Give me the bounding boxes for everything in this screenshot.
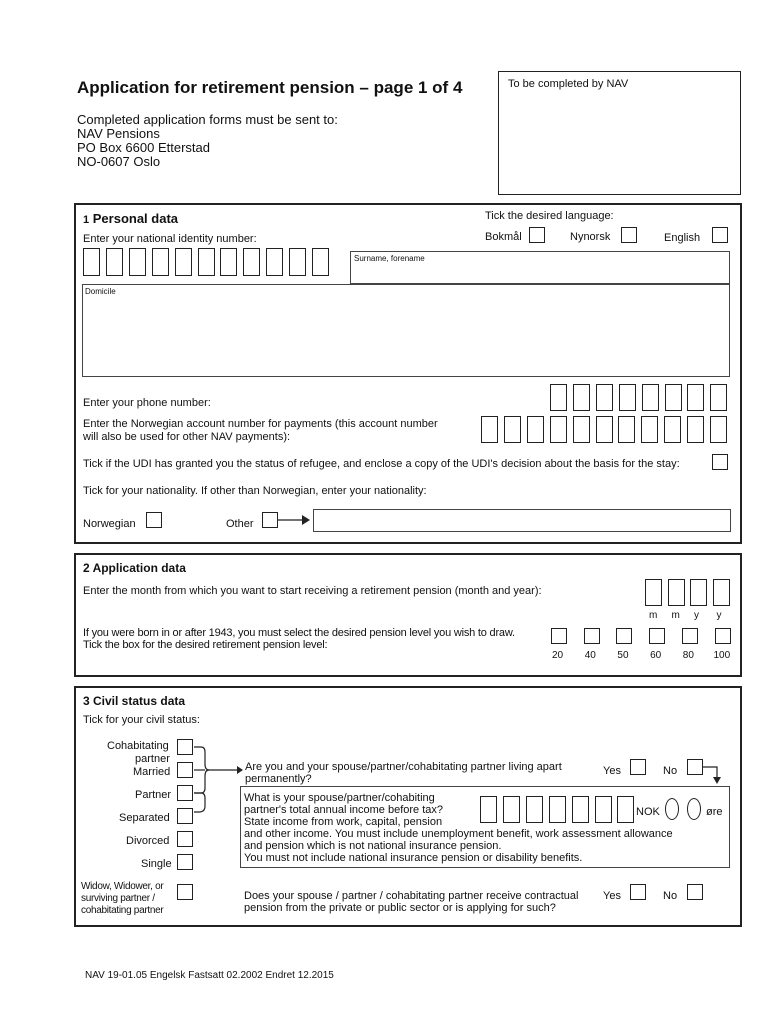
domicile-field[interactable] <box>82 284 730 377</box>
id-digit-4[interactable] <box>152 248 169 276</box>
status-married-checkbox[interactable] <box>177 762 193 778</box>
nat-norwegian-checkbox[interactable] <box>146 512 162 528</box>
refugee-prompt: Tick if the UDI has granted you the status of refugee, and enclose a copy of the UDI's decision about the basis for the stay: <box>83 458 680 470</box>
lang-nynorsk-label: Nynorsk <box>570 231 611 243</box>
income-question-1: What is your spouse/partner/cohabiting <box>244 792 435 804</box>
page-title: Application for retirement pension – page 1 of 4 <box>77 78 463 97</box>
id-digit-6[interactable] <box>198 248 215 276</box>
income-digit-5[interactable] <box>572 796 589 823</box>
phone-digit-4[interactable] <box>619 384 636 411</box>
income-digit-2[interactable] <box>503 796 520 823</box>
lang-bokmal-checkbox[interactable] <box>529 227 545 243</box>
account-digit-1[interactable] <box>481 416 498 443</box>
apart-yes-label: Yes <box>603 765 621 777</box>
status-widow-label-3: cohabitating partner <box>81 905 164 916</box>
level-60-label: 60 <box>650 650 662 661</box>
account-digit-9[interactable] <box>664 416 681 443</box>
section1-title-text: Personal data <box>92 211 179 226</box>
account-digit-11[interactable] <box>710 416 727 443</box>
pension-no-checkbox[interactable] <box>687 884 703 900</box>
level-40-label: 40 <box>584 650 596 661</box>
status-single-label: Single <box>141 858 172 870</box>
status-single-checkbox[interactable] <box>177 854 193 870</box>
date-digit-1[interactable] <box>645 579 662 606</box>
pension-question-1: Does your spouse / partner / cohabitating partner receive contractual <box>244 890 579 902</box>
currency-ore-label: øre <box>706 806 723 818</box>
status-widow-label-2: surviving partner / <box>81 893 155 904</box>
lang-english-checkbox[interactable] <box>712 227 728 243</box>
level-50-label: 50 <box>617 650 629 661</box>
id-digit-5[interactable] <box>175 248 192 276</box>
status-cohabitating-label-2: partner <box>135 753 170 765</box>
income-question-3: State income from work, capital, pension <box>244 816 443 828</box>
account-digit-6[interactable] <box>596 416 613 443</box>
arrow-right-icon <box>278 513 310 527</box>
lang-nynorsk-checkbox[interactable] <box>621 227 637 243</box>
status-partner-label: Partner <box>135 789 172 801</box>
id-digit-3[interactable] <box>129 248 146 276</box>
date-sub-label: y <box>694 610 699 621</box>
level-20-label: 20 <box>552 650 564 661</box>
account-prompt-1: Enter the Norwegian account number for payments (this account number <box>83 418 438 430</box>
phone-prompt: Enter your phone number: <box>83 397 211 409</box>
section3-title: 3 Civil status data <box>83 694 186 708</box>
status-partner-checkbox[interactable] <box>177 785 193 801</box>
level-80-checkbox[interactable] <box>682 628 698 644</box>
status-cohabitating-label-1: Cohabitating <box>107 740 169 752</box>
lang-bokmal-label: Bokmål <box>485 231 522 243</box>
id-digit-10[interactable] <box>289 248 306 276</box>
level-100-label: 100 <box>713 650 731 661</box>
status-divorced-label: Divorced <box>126 835 170 847</box>
nationality-prompt: Tick for your nationality. If other than Norwegian, enter your nationality: <box>83 485 427 497</box>
apart-question-1: Are you and your spouse/partner/cohabitating partner living apart <box>245 761 562 773</box>
account-digit-5[interactable] <box>573 416 590 443</box>
income-question-2: partner's total annual income before tax? <box>244 804 443 816</box>
level-prompt-1: If you were born in or after 1943, you must select the desired pension level you wish to draw. <box>83 627 515 639</box>
account-digit-3[interactable] <box>527 416 544 443</box>
apart-yes-checkbox[interactable] <box>630 759 646 775</box>
ore-digit-1[interactable] <box>665 798 679 820</box>
date-sub-label: m <box>649 610 658 621</box>
income-digit-1[interactable] <box>480 796 497 823</box>
level-prompt-2: Tick the box for the desired retirement pension level: <box>83 639 328 651</box>
account-prompt-2: will also be used for other NAV payments): <box>83 431 291 443</box>
pension-yes-checkbox[interactable] <box>630 884 646 900</box>
level-80-label: 80 <box>682 650 694 661</box>
form-code: NAV 19-01.05 Engelsk Fastsatt 02.2002 Endret 12.2015 <box>85 970 334 981</box>
level-20-checkbox[interactable] <box>551 628 567 644</box>
address-line-2: PO Box 6600 Etterstad <box>77 140 210 155</box>
id-digit-11[interactable] <box>312 248 329 276</box>
nat-norwegian-label: Norwegian <box>83 518 136 530</box>
nav-box-label: To be completed by NAV <box>508 78 629 90</box>
income-digit-4[interactable] <box>549 796 566 823</box>
status-divorced-checkbox[interactable] <box>177 831 193 847</box>
pension-yes-label: Yes <box>603 890 621 902</box>
refugee-checkbox[interactable] <box>712 454 728 470</box>
phone-digit-8[interactable] <box>710 384 727 411</box>
date-digit-3[interactable] <box>690 579 707 606</box>
section1-title <box>83 211 178 228</box>
account-digit-10[interactable] <box>687 416 704 443</box>
date-digit-4[interactable] <box>713 579 730 606</box>
status-cohabitating-checkbox[interactable] <box>177 739 193 755</box>
pension-no-label: No <box>663 890 678 902</box>
section1-number: 1 <box>83 214 90 226</box>
currency-nok-label: NOK <box>636 806 660 818</box>
status-separated-label: Separated <box>119 812 170 824</box>
date-sub-label: y <box>716 610 722 621</box>
id-digit-9[interactable] <box>266 248 283 276</box>
address-intro: Completed application forms must be sent to: <box>77 112 338 127</box>
id-digit-7[interactable] <box>220 248 237 276</box>
surname-label: Surname, forename <box>354 254 425 263</box>
account-digit-2[interactable] <box>504 416 521 443</box>
address-line-3: NO-0607 Oslo <box>77 154 161 169</box>
income-digit-7[interactable] <box>617 796 634 823</box>
ore-digit-2[interactable] <box>687 798 701 820</box>
account-digit-7[interactable] <box>618 416 635 443</box>
date-sub-label: m <box>671 610 680 621</box>
level-60-checkbox[interactable] <box>649 628 665 644</box>
status-separated-checkbox[interactable] <box>177 808 193 824</box>
phone-digit-5[interactable] <box>642 384 659 411</box>
phone-digit-7[interactable] <box>687 384 704 411</box>
level-40-checkbox[interactable] <box>584 628 600 644</box>
income-question-6: You must not include national insurance pension or disability benefits. <box>244 852 583 864</box>
apart-no-checkbox[interactable] <box>687 759 703 775</box>
phone-digit-1[interactable] <box>550 384 567 411</box>
income-question-4: and other income. You must include unemployment benefit, work assessment allowance <box>244 828 673 840</box>
id-digit-2[interactable] <box>106 248 123 276</box>
phone-digit-6[interactable] <box>665 384 682 411</box>
id-digit-8[interactable] <box>243 248 260 276</box>
civil-status-prompt: Tick for your civil status: <box>83 714 200 726</box>
domicile-label: Domicile <box>85 287 116 296</box>
apart-question-2: permanently? <box>245 773 312 785</box>
income-digit-6[interactable] <box>595 796 612 823</box>
phone-digit-3[interactable] <box>596 384 613 411</box>
account-digit-8[interactable] <box>641 416 658 443</box>
level-50-checkbox[interactable] <box>616 628 632 644</box>
income-question-5: and pension which is not national insurance pension. <box>244 840 502 852</box>
id-prompt: Enter your national identity number: <box>83 233 257 245</box>
arrow-down-icon <box>703 762 723 784</box>
status-married-label: Married <box>133 766 171 778</box>
status-widow-label-1: Widow, Widower, or <box>81 881 164 892</box>
account-digit-4[interactable] <box>550 416 567 443</box>
pension-question-2: pension from the private or public sector or is applying for such? <box>244 902 556 914</box>
income-digit-3[interactable] <box>526 796 543 823</box>
level-100-checkbox[interactable] <box>715 628 731 644</box>
phone-digit-2[interactable] <box>573 384 590 411</box>
nat-other-checkbox[interactable] <box>262 512 278 528</box>
nationality-field[interactable] <box>313 509 731 532</box>
address-line-1: NAV Pensions <box>77 126 160 141</box>
month-prompt: Enter the month from which you want to start receiving a retirement pension (month and year): <box>83 585 542 597</box>
lang-english-label: English <box>664 232 701 244</box>
language-prompt: Tick the desired language: <box>485 210 614 222</box>
id-digit-1[interactable] <box>83 248 100 276</box>
nat-other-label: Other <box>226 518 254 530</box>
bracket-connector-2-icon <box>193 790 243 820</box>
status-widow-checkbox[interactable] <box>177 884 193 900</box>
date-digit-2[interactable] <box>668 579 685 606</box>
section2-title: 2 Application data <box>83 561 186 575</box>
apart-no-label: No <box>663 765 678 777</box>
